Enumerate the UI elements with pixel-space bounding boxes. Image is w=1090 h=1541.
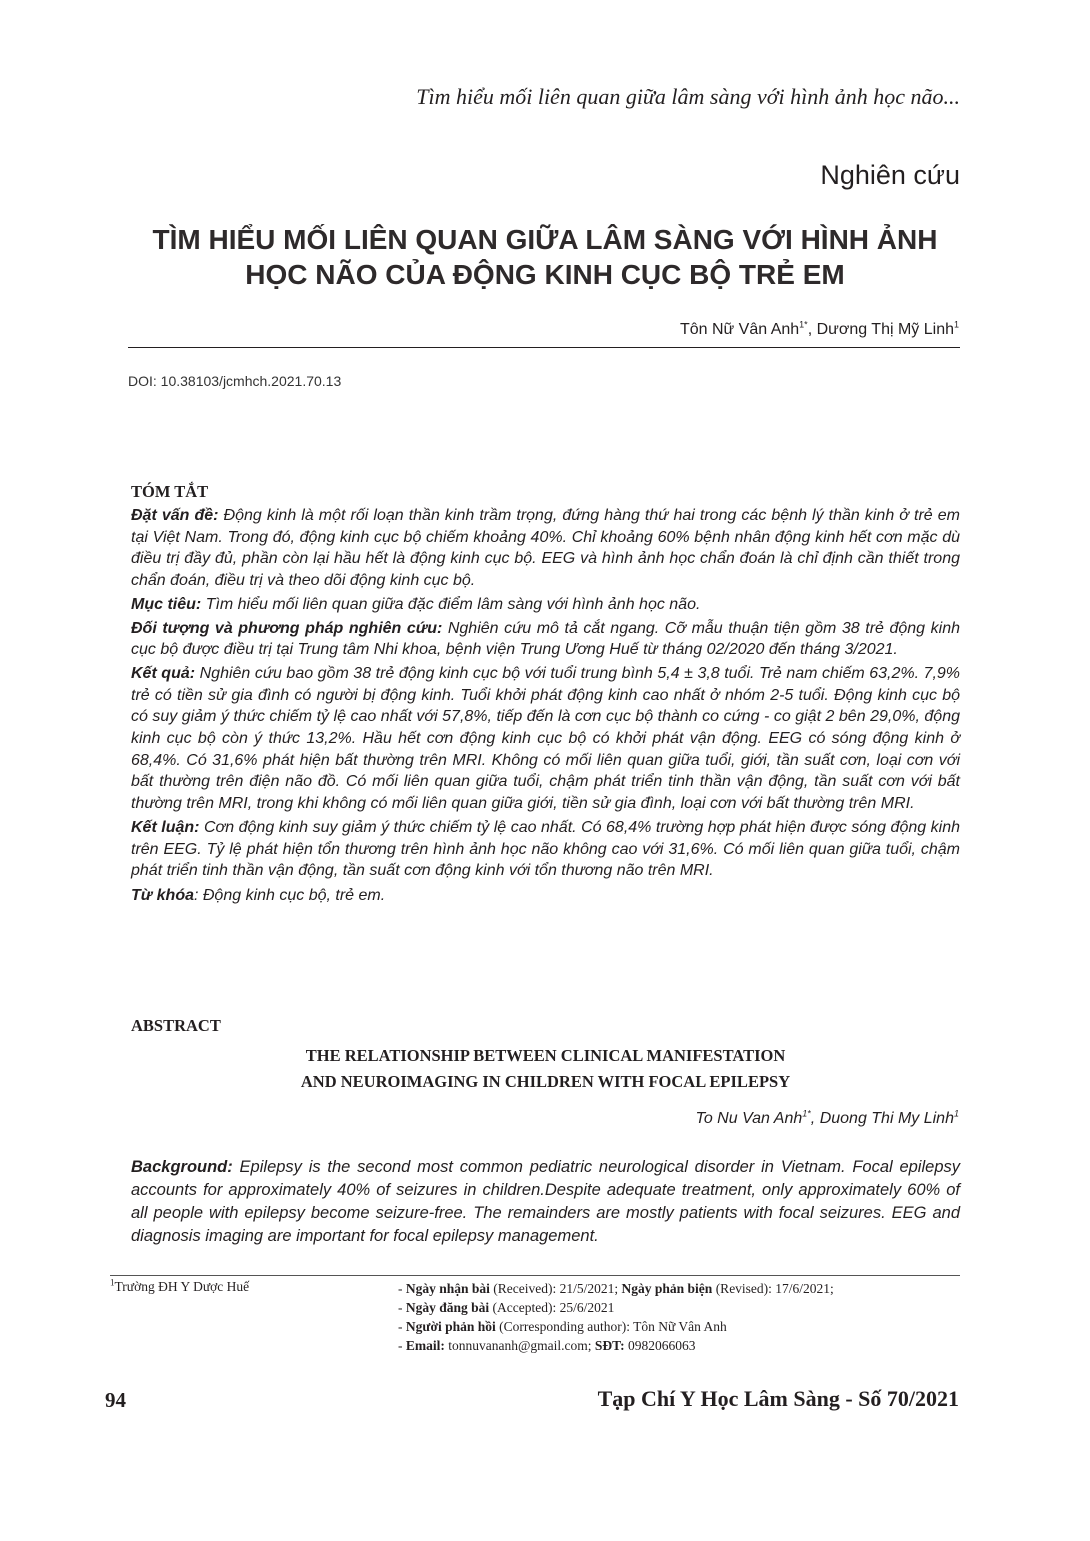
paragraph-text: Nghiên cứu mô tả cắt ngang. Cỡ mẫu thuận tiện gồm 38 trẻ động kinh cục bộ được điều trị tại Trung tâm Nhi khoa, bệnh viện Trung Ương Huế từ tháng 02/2020 đến tháng 3/2021. [131,619,960,659]
author-affiliation-mark: 1 [953,1108,959,1119]
footnote-label: Ngày phản biện [621,1281,713,1296]
section-label: Nghiên cứu [820,160,960,190]
affiliation-note [110,1279,249,1295]
footnote-dash: - [398,1300,406,1315]
title-divider [128,347,960,348]
abstract-paragraph-objective [131,594,960,616]
footnote-label: SĐT: [594,1338,625,1353]
paragraph-text: : Động kinh cục bộ, trẻ em. [193,886,386,904]
footnote-contact [398,1336,834,1355]
paragraph-label: Đối tượng và phương pháp nghiên cứu: [131,619,443,637]
article-title [100,222,990,292]
footnote-text: (Received): 21/5/2021; [489,1281,622,1296]
email-value: tonnuvananh@gmail.com; [444,1338,595,1353]
abstract-paragraph-background [131,505,960,592]
footnote-text: (Corresponding author): Tôn Nữ Vân Anh [495,1319,727,1334]
english-title-line2: AND NEUROIMAGING IN CHILDREN WITH FOCAL EPILEPSY [300,1072,791,1091]
paragraph-text: Động kinh là một rối loạn thần kinh trầm trọng, đứng hàng thứ hai trong các bệnh lý thần kinh ở trẻ em tại Việt Nam. Trong đó, động kinh cục bộ chiếm khoảng 40%. Chỉ khoảng 60% bệnh nhân động kinh hết cơn mặc dù điều trị đầy đủ, phần còn lại hầu hết là động kinh cục bộ. EEG và hình ảnh học chẩn đoán là chỉ định cần thiết trong chẩn đoán, điều trị và theo dõi động kinh cục bộ. [131,507,960,590]
phone-value: 0982066063 [624,1338,696,1353]
footnote-label: Người phản hồi [405,1319,496,1334]
footnote-label: Email: [405,1338,445,1353]
paragraph-label: Kết luận: [131,818,200,836]
author-name: Duong Thi My Linh [819,1110,954,1127]
footnote-dash: - [398,1338,406,1353]
paragraph-label: Đặt vấn đề: [131,507,219,524]
abstract-paragraph-results [131,663,960,815]
english-title [131,1043,960,1095]
abstract-heading: ABSTRACT [131,1016,221,1035]
footnote-text: (Accepted): 25/6/2021 [489,1300,615,1315]
paragraph-label: Mục tiêu: [131,595,202,613]
author-affiliation-mark: 1* [799,319,808,330]
journal-name: Tạp Chí Y Học Lâm Sàng - Số 70/2021 [597,1386,959,1411]
footnote-accepted [398,1298,834,1317]
abstract-paragraph-conclusion [131,817,960,882]
authors-vietnamese [359,321,959,339]
author-affiliation-mark: 1* [802,1108,811,1119]
paragraph-label: Background: [131,1158,233,1176]
paragraph-label: Kết quả: [131,664,196,682]
author-separator: , [807,321,817,338]
paragraph-text: Tìm hiểu mối liên quan giữa đặc điểm lâm sàng với hình ảnh học não. [201,595,701,613]
footnote-dash: - [398,1319,406,1334]
footnote-dash: - [398,1281,406,1296]
running-head: Tìm hiểu mối liên quan giữa lâm sàng với hình ảnh học não... [416,84,960,109]
abstract-paragraph-methods [131,618,960,661]
author-name: Tôn Nữ Vân Anh [679,321,800,338]
paragraph-label: Từ khóa [131,886,194,904]
article-title-line1: TÌM HIỂU MỐI LIÊN QUAN GIỮA LÂM SÀNG VỚI HÌNH ẢNH [152,224,938,255]
article-dates-notes [398,1279,834,1355]
abstract-paragraph-keywords [131,885,960,907]
author-name: To Nu Van Anh [695,1110,803,1127]
paragraph-text: Epilepsy is the second most common pediatric neurological disorder in Vietnam. Focal epilepsy accounts for approximately 40% of seizures in children.Despite adequate treatment, only approximately 60% of all people with epilepsy become seizure-free. The remainders are mostly patients with focal seizures. EEG and diagnosis imaging are important for focal epilepsy management. [131,1158,960,1245]
page-number: 94 [105,1388,126,1412]
author-affiliation-mark: 1 [953,319,959,330]
english-abstract-background [131,1156,960,1248]
footnote-label: Ngày nhận bài [405,1281,490,1296]
doi: DOI: 10.38103/jcmhch.2021.70.13 [128,373,342,389]
footnote-label: Ngày đăng bài [405,1300,490,1315]
author-name: Dương Thị Mỹ Linh [816,321,954,338]
affiliation-mark: 1 [110,1277,115,1288]
footnote-received [398,1279,834,1298]
paragraph-text: Cơn động kinh suy giảm ý thức chiếm tỷ lệ cao nhất. Có 68,4% trường hợp phát hiện được sóng động kinh trên EEG. Tỷ lệ phát hiện tổn thương trên hình ảnh học não không cao với 31,6%. Có mối liên quan giữa tuổi, chậm phát triển tinh thần vận động, tần suất cơn động kinh với tổn thương não trên MRI. [131,818,960,880]
tomtat-heading: TÓM TẮT [131,482,209,501]
footnote-text: (Revised): 17/6/2021; [712,1281,834,1296]
paragraph-text: Nghiên cứu bao gồm 38 trẻ động kinh cục bộ với tuổi trung bình 5,4 ± 3,8 tuổi. Trẻ nam chiếm 63,2%. 7,9% trẻ có tiền sử gia đình có người bị động kinh. Tuổi khởi phát động kinh cao nhất ở nhóm 2-5 tuổi. Động kinh cục bộ có suy giảm ý thức chiếm tỷ lệ cao nhất với 57,8%, tiếp đến là cơn cục bộ thành co cứng - co giật 2 bên 29,0%, động kinh cục bộ còn ý thức 13,2%. Hầu hết cơn động kinh cục bộ có khởi phát vận động. EEG có sóng động kinh ở 68,4%. Có 31,6% phát hiện bất thường trên MRI. Không có mối liên quan giữa tuổi, giới, tần suất cơn, loại cơn với bất thường trên điện não đồ. Có mối liên quan giữa tuổi, chậm phát triển tinh thần vận động, tần suất cơn với bất thường trên MRI, trong khi không có mối liên quan giữa giới, tiền sử gia đình, loại cơn với bất thường trên MRI. [131,664,961,813]
article-title-line2: HỌC NÃO CỦA ĐỘNG KINH CỤC BỘ TRẺ EM [245,259,845,290]
english-title-line1: THE RELATIONSHIP BETWEEN CLINICAL MANIFESTATION [305,1046,786,1065]
authors-english [359,1110,959,1128]
vietnamese-abstract [131,505,960,909]
affiliation-text: Trường ĐH Y Dược Huế [114,1279,250,1294]
footnote-divider [110,1275,960,1276]
author-separator: , [810,1110,820,1127]
footnote-corresponding [398,1317,834,1336]
